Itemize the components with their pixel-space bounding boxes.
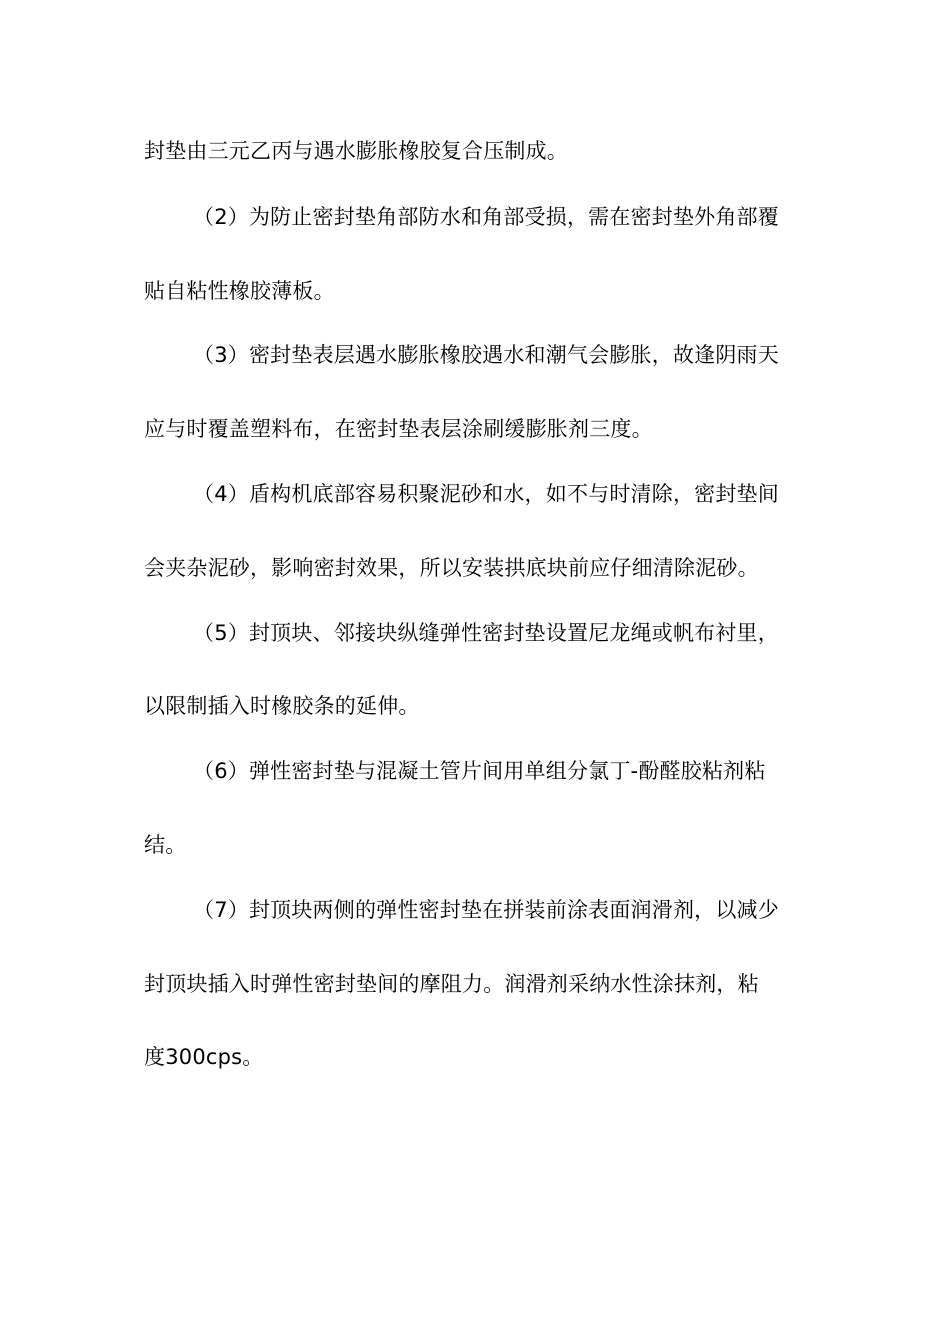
text-line: 以限制插入时橡胶条的延伸。 — [144, 694, 420, 718]
text-line: （2）为防止密封垫角部防水和角部受损，需在密封垫外角部覆 — [193, 205, 779, 229]
text-line: （6）弹性密封垫与混凝土管片间用单组分氯丁-酚醛胶粘剂粘 — [193, 759, 766, 783]
text-line: 贴自粘性橡胶薄板。 — [144, 279, 335, 303]
text-line: 封垫由三元乙丙与遇水膨胀橡胶复合压制成。 — [144, 139, 568, 163]
text-line: 应与时覆盖塑料布，在密封垫表层涂刷缓膨胀剂三度。 — [144, 417, 653, 441]
text-line: 结。 — [144, 833, 187, 857]
text-line: 度300cps。 — [144, 1045, 264, 1069]
text-line: （7）封顶块两侧的弹性密封垫在拼装前涂表面润滑剂，以减少 — [193, 898, 779, 922]
text-line: （5）封顶块、邻接块纵缝弹性密封垫设置尼龙绳或帆布衬里， — [193, 621, 779, 645]
text-line: （4）盾构机底部容易积聚泥砂和水，如不与时清除，密封垫间 — [193, 482, 779, 506]
text-line: 封顶块插入时弹性密封垫间的摩阻力。润滑剂采纳水性涂抹剂，粘 — [144, 972, 759, 996]
text-line: 会夹杂泥砂，影响密封效果，所以安装拱底块前应仔细清除泥砂。 — [144, 556, 759, 580]
text-line: （3）密封垫表层遇水膨胀橡胶遇水和潮气会膨胀，故逢阴雨天 — [193, 343, 779, 367]
